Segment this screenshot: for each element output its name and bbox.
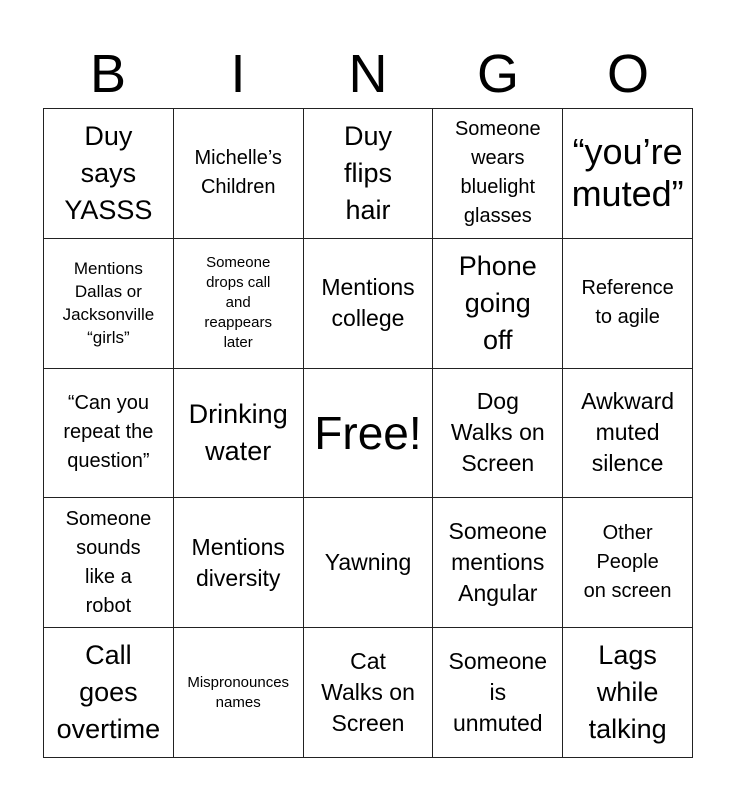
bingo-cell[interactable] <box>44 239 174 369</box>
bingo-cell[interactable] <box>174 109 304 239</box>
bingo-cell[interactable] <box>44 498 174 628</box>
header-letter-b: B <box>89 44 127 104</box>
bingo-cell[interactable] <box>174 369 304 499</box>
bingo-cell[interactable] <box>563 109 693 239</box>
bingo-cell[interactable] <box>433 239 563 369</box>
bingo-cell-text: Someone wears bluelight glasses <box>454 118 541 228</box>
bingo-cell[interactable] <box>304 109 434 239</box>
bingo-cell[interactable] <box>433 498 563 628</box>
free-space-cell[interactable] <box>304 369 434 499</box>
bingo-cell[interactable] <box>44 628 174 758</box>
bingo-cell-text: Mentions Dallas or Jacksonville “girls” <box>62 259 155 348</box>
bingo-cell-text: Cat Walks on Screen <box>321 648 415 737</box>
bingo-cell-text: Drinking water <box>188 398 288 466</box>
bingo-cell-text: Duy flips hair <box>343 120 392 225</box>
bingo-cell-text: Call goes overtime <box>56 640 161 745</box>
bingo-cell[interactable] <box>563 628 693 758</box>
bingo-cell[interactable] <box>304 239 434 369</box>
header-letter-n: N <box>348 44 388 104</box>
bingo-cell-text: Michelle’s Children <box>194 147 282 199</box>
bingo-cell-text: Dog Walks on Screen <box>450 388 545 477</box>
bingo-cell-text: Mispronounces names <box>187 673 290 711</box>
bingo-cell-text: Mentions diversity <box>191 533 285 591</box>
bingo-cell-text: Mentions college <box>321 274 415 332</box>
bingo-cell-text: Someone mentions Angular <box>448 518 548 607</box>
bingo-cell-text: Someone sounds like a robot <box>65 507 152 617</box>
bingo-cell-text: Lags while talking <box>588 640 667 745</box>
bingo-cell[interactable] <box>44 369 174 499</box>
bingo-cell[interactable] <box>304 498 434 628</box>
bingo-cell[interactable] <box>174 628 304 758</box>
bingo-cell-text: Yawning <box>324 549 412 576</box>
bingo-cell-text: Someone is unmuted <box>448 648 548 737</box>
bingo-cell[interactable] <box>174 239 304 369</box>
bingo-cell[interactable] <box>304 628 434 758</box>
bingo-cell[interactable] <box>563 239 693 369</box>
bingo-cell-text: Awkward muted silence <box>581 388 675 477</box>
bingo-cell-text: Reference to agile <box>581 277 674 329</box>
header-letter-o: O <box>606 44 649 104</box>
bingo-cell-text: Phone going off <box>458 250 537 355</box>
bingo-cell[interactable] <box>563 498 693 628</box>
bingo-cell-text: “Can you repeat the question” <box>63 392 154 473</box>
header-letter-i: I <box>230 44 246 104</box>
bingo-cell-text: “you’re muted” <box>571 131 684 215</box>
header-letter-g: G <box>476 44 519 104</box>
bingo-cell[interactable] <box>433 369 563 499</box>
bingo-cell[interactable] <box>433 628 563 758</box>
bingo-header <box>43 40 693 108</box>
bingo-cell-text: Duy says YASSS <box>64 120 153 225</box>
bingo-cell[interactable] <box>44 109 174 239</box>
bingo-grid <box>43 108 693 758</box>
bingo-cell-text: Someone drops call and reappears later <box>204 254 272 352</box>
bingo-cell[interactable] <box>433 109 563 239</box>
bingo-cell[interactable] <box>563 369 693 499</box>
bingo-cell-text: Free! <box>314 406 422 459</box>
bingo-cell-text: Other People on screen <box>583 522 672 603</box>
bingo-cell[interactable] <box>174 498 304 628</box>
